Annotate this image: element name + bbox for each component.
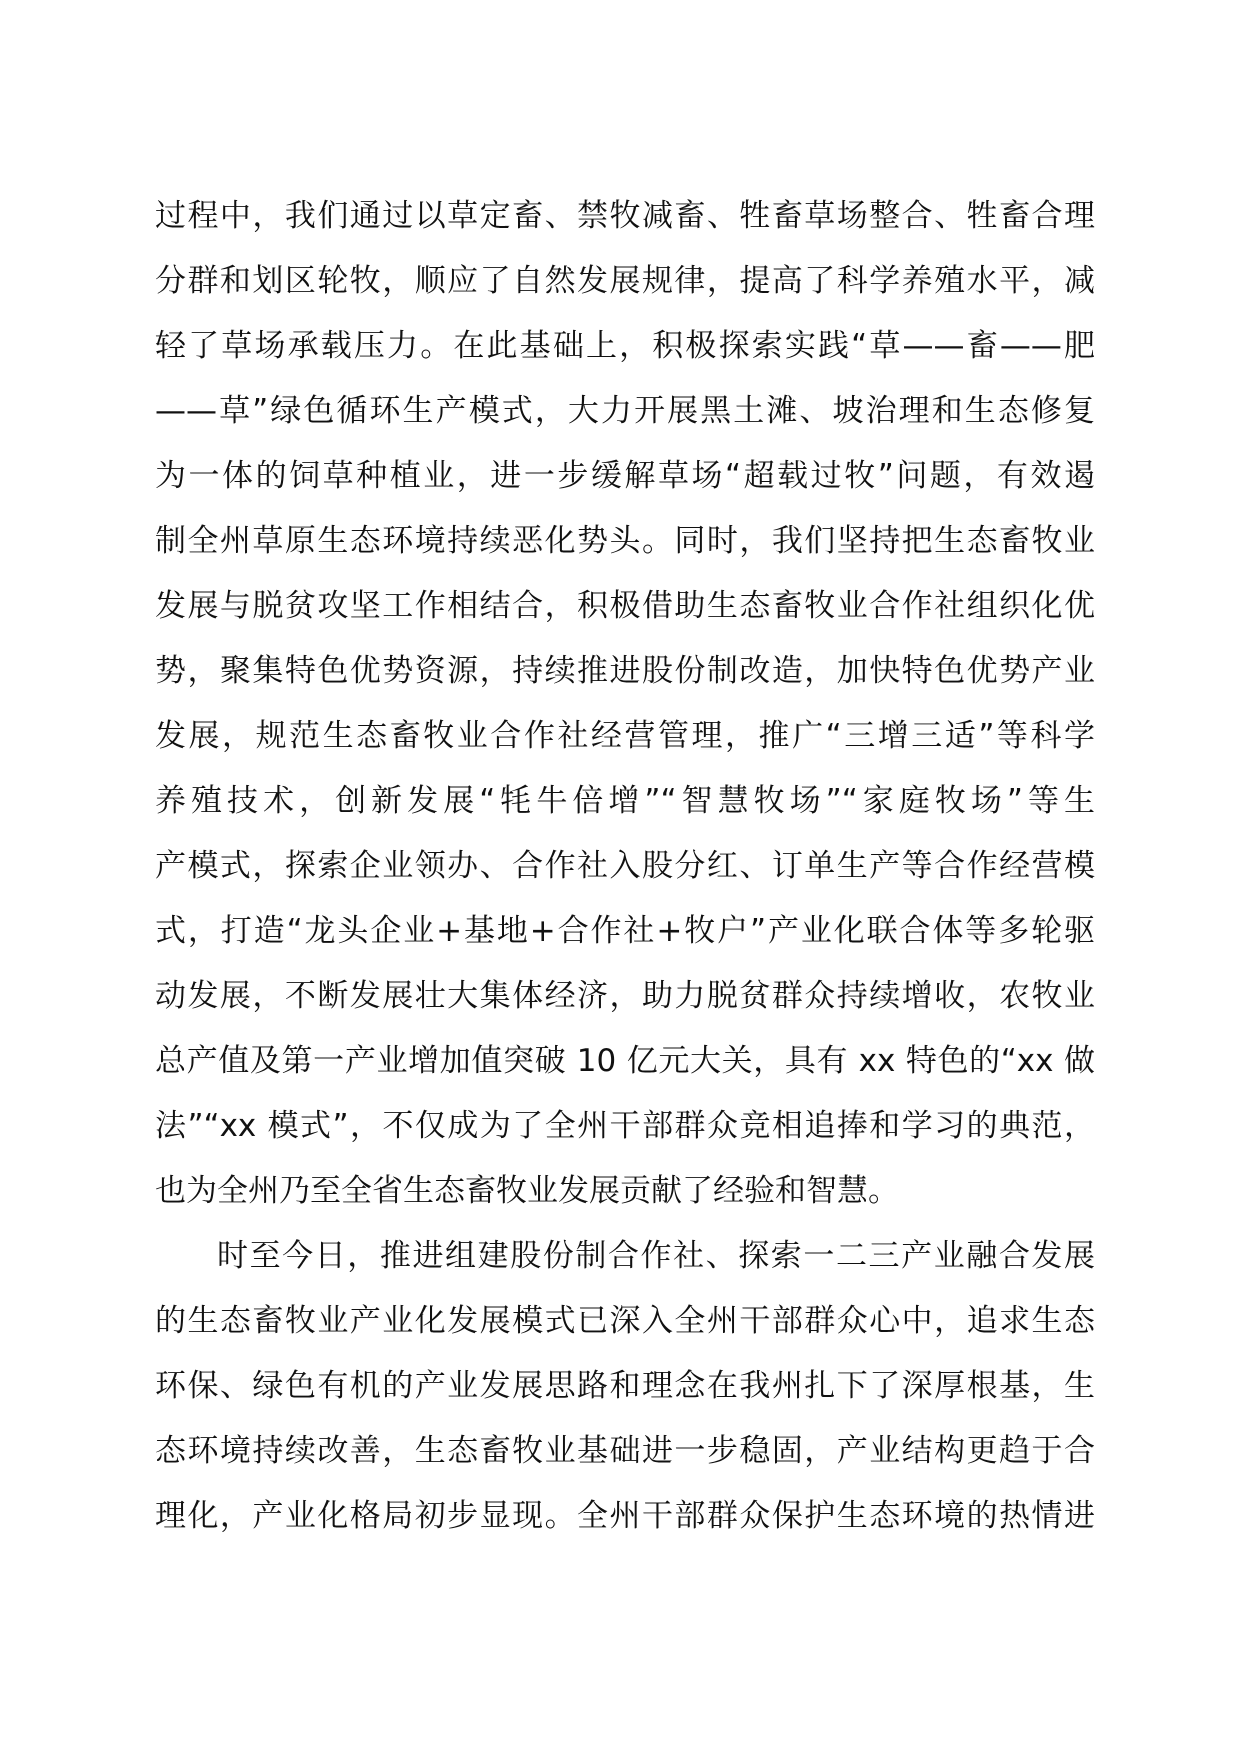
text-line: 分群和划区轮牧，顺应了自然发展规律，提高了科学养殖水平，减 [155,263,1095,299]
text-line: 发展，规范生态畜牧业合作社经营管理，推广“三增三适”等科学 [155,718,1095,754]
text-line: 势，聚集特色优势资源，持续推进股份制改造，加快特色优势产业 [155,653,1095,689]
text-line: 理化，产业化格局初步显现。全州干部群众保护生态环境的热情进 [155,1498,1095,1534]
text-line: 也为全州乃至全省生态畜牧业发展贡献了经验和智慧。 [155,1173,899,1209]
paragraph-1 [155,184,1095,1224]
text-line: 总产值及第一产业增加值突破 10 亿元大关，具有 xx 特色的“xx 做 [155,1043,1095,1079]
text-line: 轻了草场承载压力。在此基础上，积极探索实践“草——畜——肥 [155,328,1095,364]
text-line: ——草”绿色循环生产模式，大力开展黑土滩、坡治理和生态修复 [155,393,1095,429]
text-line: 为一体的饲草种植业，进一步缓解草场“超载过牧”问题，有效遏 [155,458,1095,494]
text-line: 养殖技术，创新发展“牦牛倍增”“智慧牧场”“家庭牧场”等生 [155,783,1095,819]
text-line: 制全州草原生态环境持续恶化势头。同时，我们坚持把生态畜牧业 [155,523,1095,559]
text-line: 产模式，探索企业领办、合作社入股分红、订单生产等合作经营模 [155,848,1095,884]
text-line: 态环境持续改善，生态畜牧业基础进一步稳固，产业结构更趋于合 [155,1433,1095,1469]
text-line: 时至今日，推进组建股份制合作社、探索一二三产业融合发展 [217,1238,1095,1274]
text-line: 发展与脱贫攻坚工作相结合，积极借助生态畜牧业合作社组织化优 [155,588,1095,624]
text-line: 法”“xx 模式”，不仅成为了全州干部群众竞相追捧和学习的典范， [155,1108,1095,1144]
text-line: 过程中，我们通过以草定畜、禁牧减畜、牲畜草场整合、牲畜合理 [155,198,1095,234]
text-line: 式，打造“龙头企业+基地+合作社+牧户”产业化联合体等多轮驱 [155,913,1095,949]
text-line: 环保、绿色有机的产业发展思路和理念在我州扎下了深厚根基，生 [155,1368,1095,1404]
body-text [155,184,1095,1549]
paragraph-2 [155,1224,1095,1549]
text-line: 的生态畜牧业产业化发展模式已深入全州干部群众心中，追求生态 [155,1303,1095,1339]
text-line: 动发展，不断发展壮大集体经济，助力脱贫群众持续增收，农牧业 [155,978,1095,1014]
